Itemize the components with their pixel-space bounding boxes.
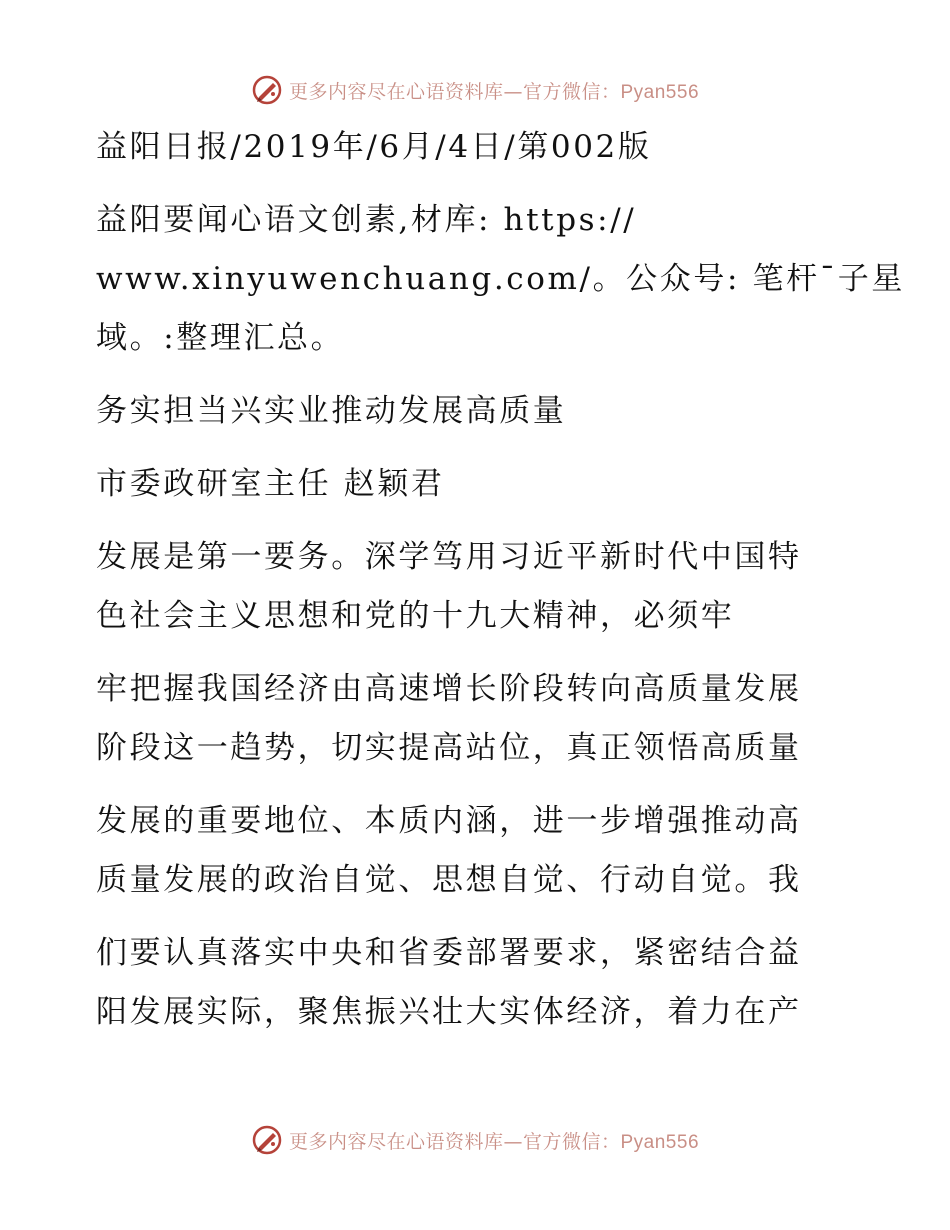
article-title: 务实担当兴实业推动发展高质量 [96, 393, 567, 429]
pen-logo-icon [251, 74, 283, 106]
paragraph-line: 牢把握我国经济由高速增长阶段转向高质量发展 [96, 671, 802, 707]
paragraph-line: 阳发展实际，聚焦振兴壮大实体经济，着力在产 [96, 994, 802, 1030]
pen-logo-icon [251, 1124, 283, 1156]
source-note-line-3: 域。:整理汇总。 [96, 320, 345, 356]
paragraph-line: 发展的重要地位、本质内涵，进一步增强推动高 [96, 803, 802, 839]
newspaper-source-line: 益阳日报/2019年/6月/4日/第002版 [96, 129, 652, 165]
paragraph-line: 阶段这一趋势，切实提高站位，真正领悟高质量 [96, 730, 802, 766]
paragraph-line: 们要认真落实中央和省委部署要求，紧密结合益 [96, 935, 802, 971]
footer-watermark [0, 1120, 950, 1160]
article-author: 市委政研室主任 赵颖君 [96, 466, 445, 502]
paragraph-line: 色社会主义思想和党的十九大精神，必须牢 [96, 598, 735, 634]
header-watermark [0, 70, 950, 110]
source-note-line-1: 益阳要闻心语文创素,材库: https:// [96, 202, 637, 238]
watermark-text: 更多内容尽在心语资料库—官方微信：Pyan556 [288, 1130, 700, 1153]
source-note-line-2: www.xinyuwenchuang.com/。公众号: 笔杆¯子星 [96, 261, 905, 297]
paragraph-line: 发展是第一要务。深学笃用习近平新时代中国特 [96, 539, 802, 575]
watermark-text: 更多内容尽在心语资料库—官方微信：Pyan556 [288, 80, 700, 103]
paragraph-line: 质量发展的政治自觉、思想自觉、行动自觉。我 [96, 862, 802, 898]
